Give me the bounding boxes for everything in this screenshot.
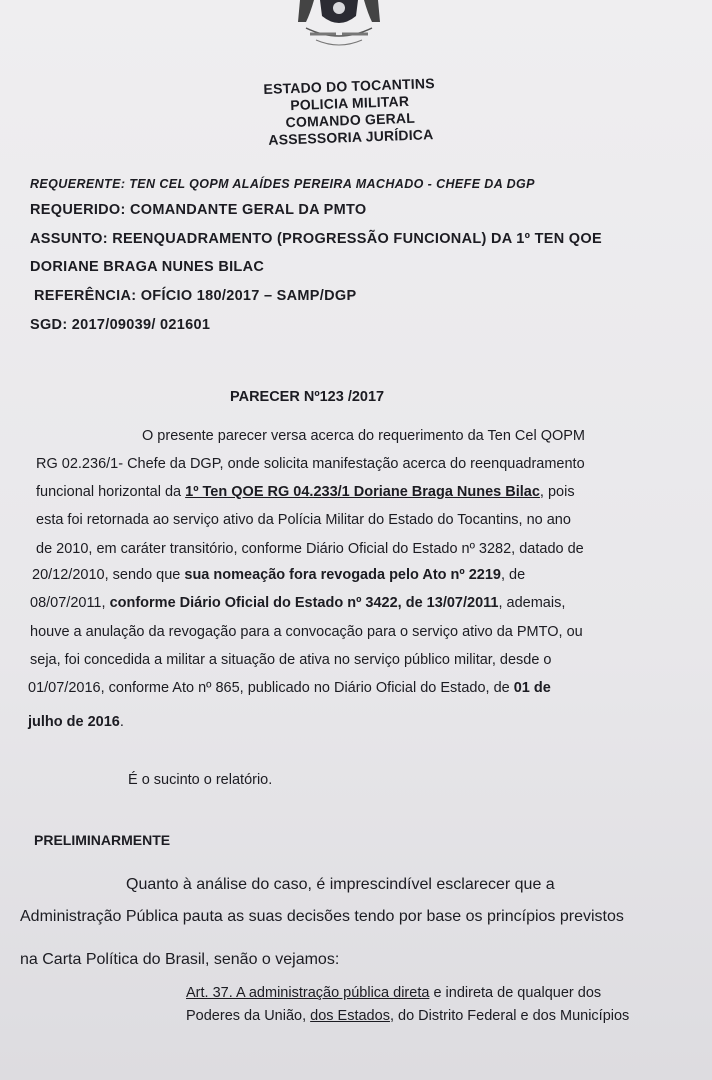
report-line: O presente parecer versa acerca do requerimento da Ten Cel QOPM [142, 428, 586, 444]
report-text: funcional horizontal da [36, 484, 186, 500]
constitution-quote-line [186, 985, 601, 1001]
assunto-line-2: DORIANE BRAGA NUNES BILAC [30, 259, 265, 275]
institution-header [239, 74, 461, 150]
quote-underlined: dos Estados [310, 1008, 390, 1024]
quote-text: , do Distrito Federal e dos Municípios [389, 1008, 630, 1024]
report-text: 01/07/2016, conforme Ato nº 865, publicado no Diário Oficial do Estado, de [28, 680, 514, 696]
analysis-line: Quanto à análise do caso, é imprescindível esclarecer que a [126, 876, 555, 893]
analysis-line: Administração Pública pauta as suas decisões tendo por base os princípios previstos [20, 908, 624, 925]
report-closing: É o sucinto o relatório. [128, 772, 273, 788]
report-text: 20/12/2010, sendo que [32, 567, 185, 583]
gazette-reference: conforme Diário Oficial do Estado nº 3422, de 13/07/2011 [109, 595, 499, 611]
gazette-date: julho de 2016 [28, 714, 120, 730]
requerente-line: REQUERENTE: TEN CEL QOPM ALAÍDES PEREIRA MACHADO - CHEFE DA DGP [30, 177, 535, 191]
gazette-date: 01 de [513, 680, 551, 696]
section-heading: PRELIMINARMENTE [34, 832, 171, 848]
report-line [28, 678, 688, 698]
command-name: COMANDO GERAL [285, 109, 416, 131]
report-line: RG 02.236/1- Chefe da DGP, onde solicita manifestação acerca do reenquadramento [36, 456, 585, 472]
report-line: houve a anulação da revogação para a convocação para o serviço ativo da PMTO, ou [30, 624, 583, 640]
police-name: POLICIA MILITAR [289, 92, 410, 114]
sgd-line: SGD: 2017/09039/ 021601 [30, 317, 211, 333]
report-text: . [119, 714, 124, 730]
coat-of-arms-emblem [296, 0, 382, 52]
analysis-line: na Carta Política do Brasil, senão o vejamos: [20, 951, 340, 968]
assunto-line-1: ASSUNTO: REENQUADRAMENTO (PROGRESSÃO FUNCIONAL) DA 1º TEN QOE [30, 231, 602, 247]
quote-underlined: Art. 37. A administração pública direta [186, 985, 430, 1001]
report-text: , pois [539, 484, 575, 500]
state-name: ESTADO DO TOCANTINS [263, 75, 435, 98]
requerido-line: REQUERIDO: COMANDANTE GERAL DA PMTO [30, 202, 367, 218]
report-line: seja, foi concedida a militar a situação de ativa no serviço público militar, desde o [30, 652, 552, 668]
report-text: , de [501, 567, 526, 583]
report-line [36, 482, 696, 502]
officer-name: 1º Ten QOE RG 04.233/1 Doriane Braga Nunes Bilac [185, 484, 540, 500]
report-line: esta foi retornada ao serviço ativo da Polícia Militar do Estado do Tocantins, no ano [36, 512, 571, 528]
report-text: , ademais, [498, 595, 566, 611]
quote-text: e indireta de qualquer dos [429, 985, 602, 1001]
report-text: 08/07/2011, [30, 595, 110, 611]
revocation-note: sua nomeação fora revogada pelo Ato nº 2219 [184, 567, 501, 583]
quote-text: Poderes da União, [186, 1008, 311, 1024]
document-title: PARECER Nº123 /2017 [230, 389, 385, 405]
report-line [30, 593, 690, 613]
report-line [28, 712, 688, 732]
constitution-quote-line [186, 1008, 629, 1024]
department-name: ASSESSORIA JURÍDICA [268, 126, 434, 148]
report-line: de 2010, em caráter transitório, conforme Diário Oficial do Estado nº 3282, datado de [36, 541, 584, 557]
referencia-line: REFERÊNCIA: OFÍCIO 180/2017 – SAMP/DGP [34, 288, 357, 304]
report-line [32, 565, 692, 585]
